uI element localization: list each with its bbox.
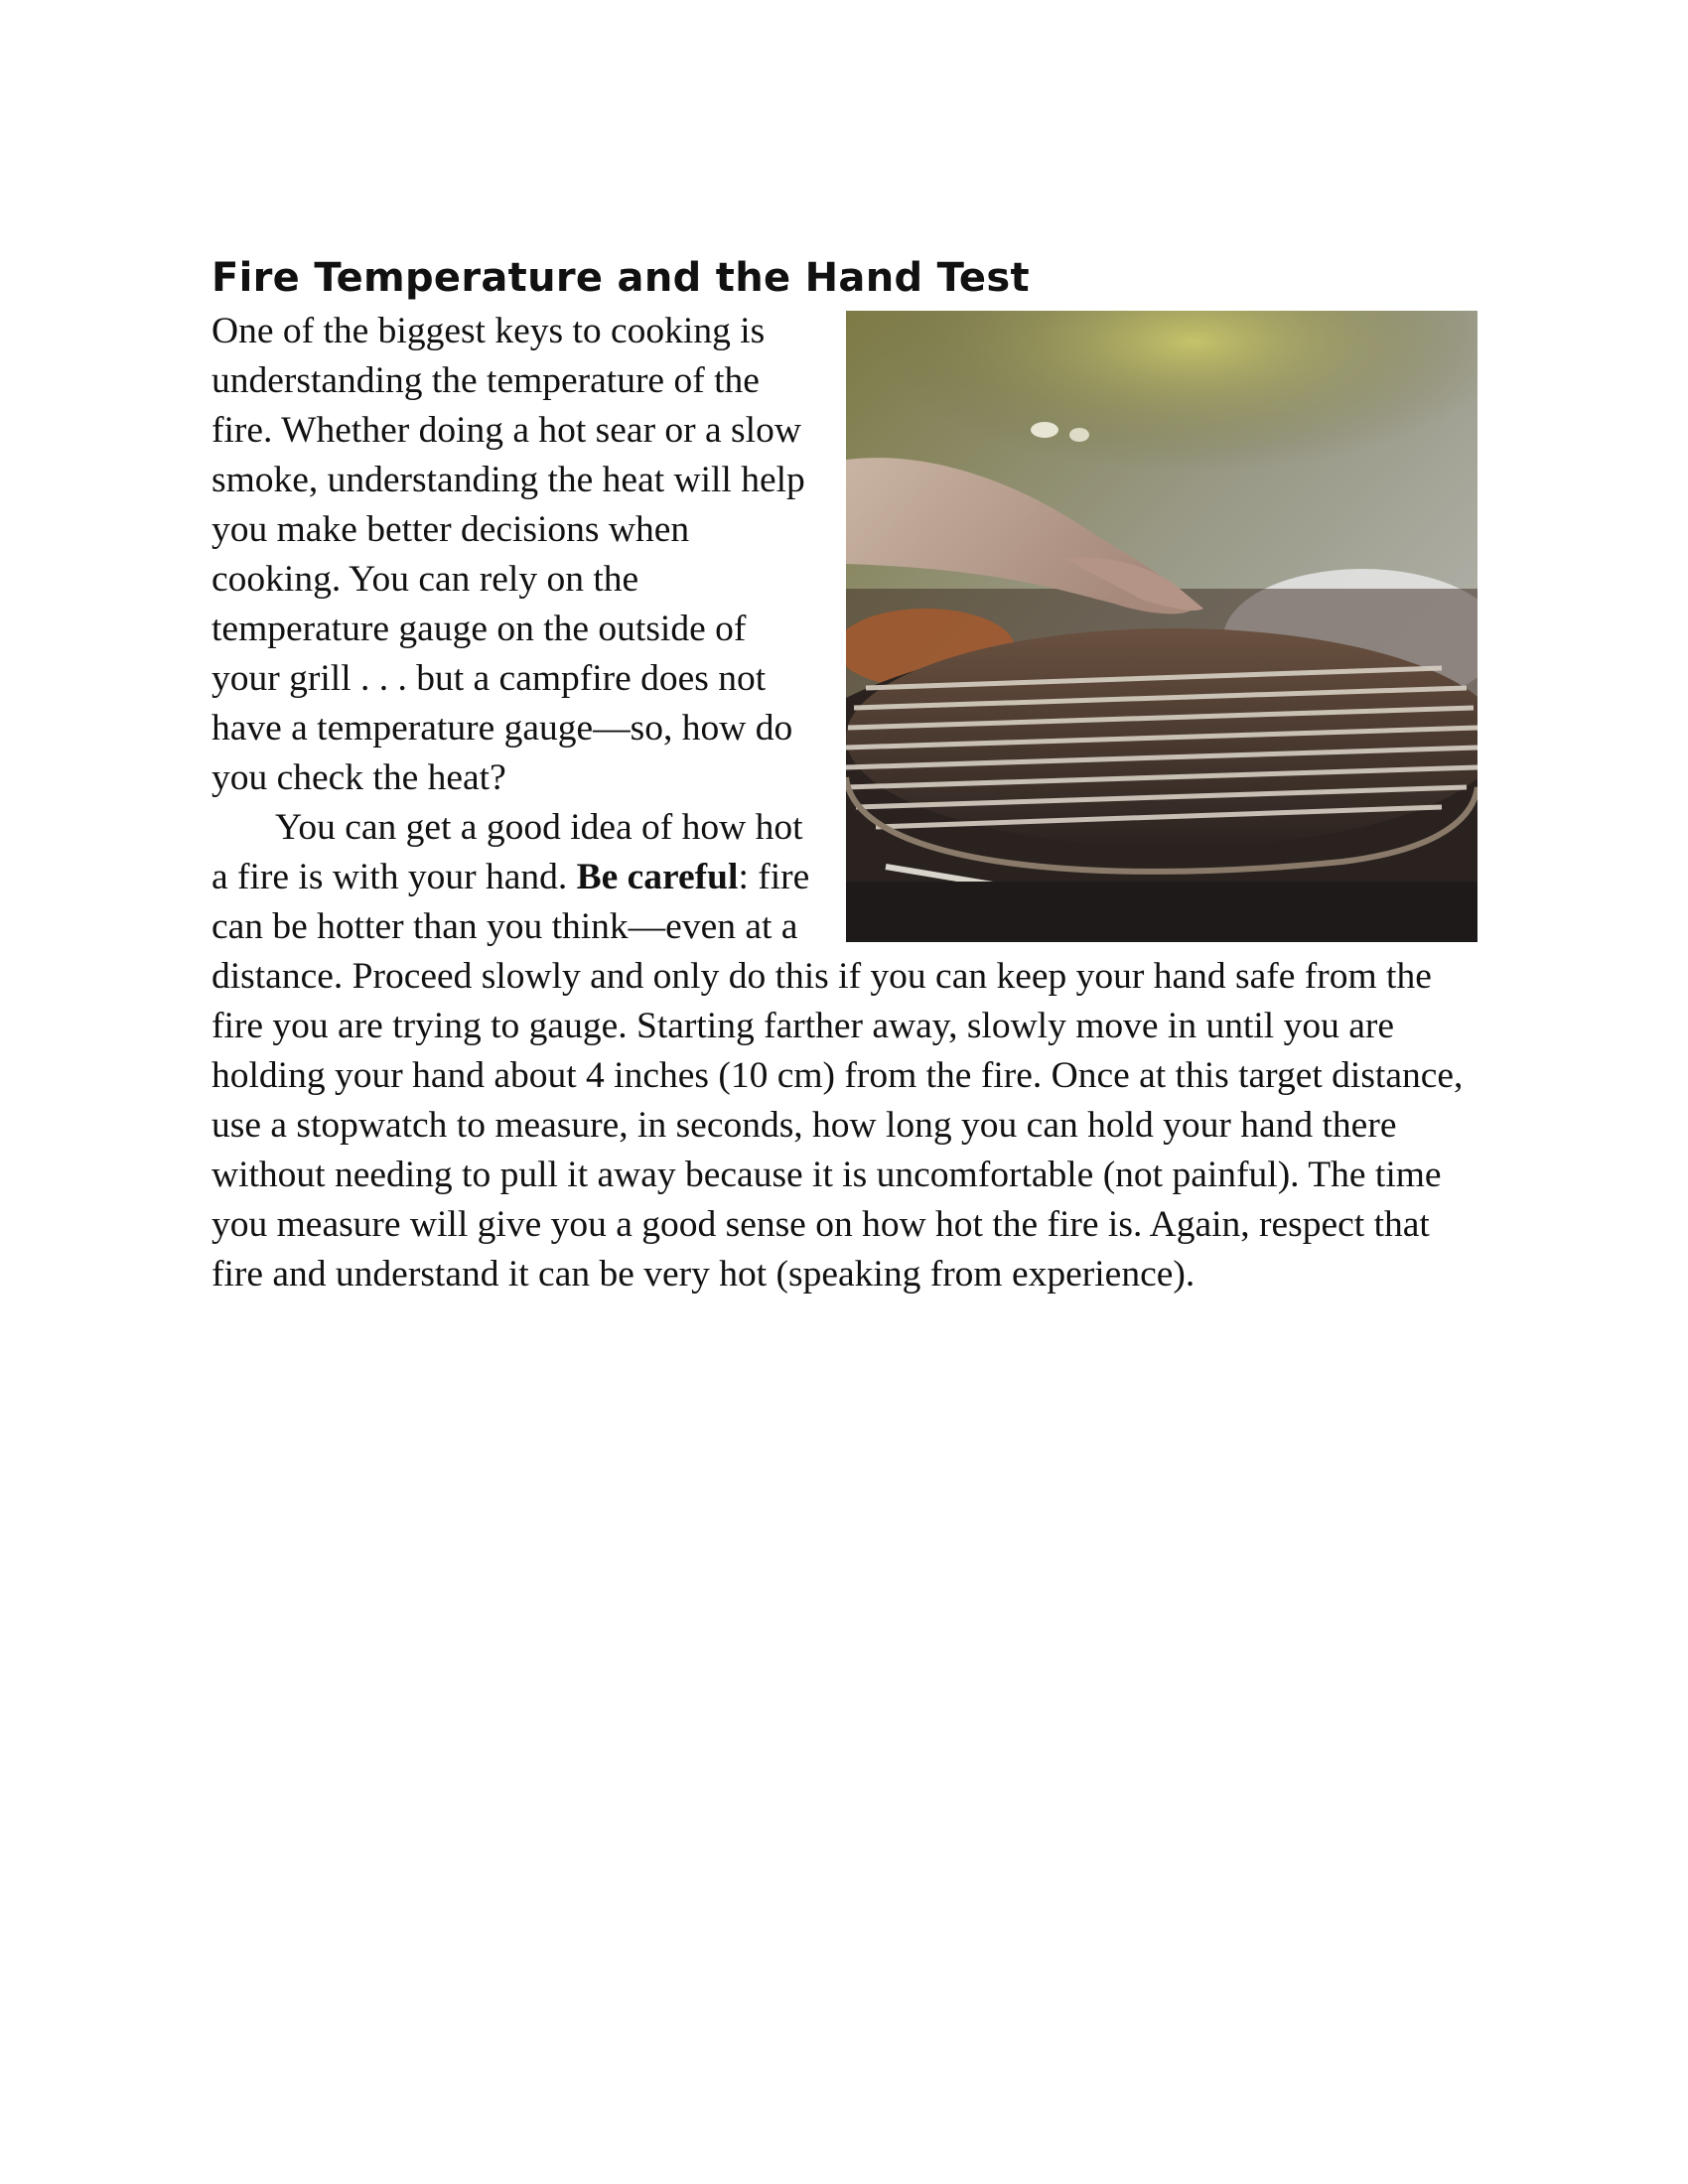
hand-over-grill-photo [846, 311, 1477, 942]
section-title: Fire Temperature and the Hand Test [211, 255, 1030, 301]
warning-emphasis: Be careful [576, 857, 739, 897]
paragraph-2-rest: : fire can be hotter than you think—even at a distance. Proceed slowly and only do this if you can keep your hand safe from the fire you are trying to gauge. Starting farther away, slowly move in until you are holding your hand about 4 inches (10 cm) from the fire. Once at this target distance, use a stopwatch to measure, in seconds, how long you can hold your hand there without needing to pull it away because it is uncomfortable (not painful). The time you measure will give you a good sense on how hot the fire is. Again, respect that fire and understand it can be very hot (speaking from experience). [211, 857, 1464, 1295]
paragraph-2-start: You can get a good idea of how hot a fire is with your hand. [211, 807, 803, 897]
paragraph-1: One of the biggest keys to cooking is understanding the temperature of the fire. Whether doing a hot sear or a slow smoke, understanding the heat will help you make better decisions when cooking. You can rely on the temperature gauge on the outside of your grill . . . but a campfire does not have a temperature gauge—so, how do you check the heat? [211, 311, 805, 798]
article-body [211, 307, 1477, 1299]
page-content [211, 253, 1477, 1299]
